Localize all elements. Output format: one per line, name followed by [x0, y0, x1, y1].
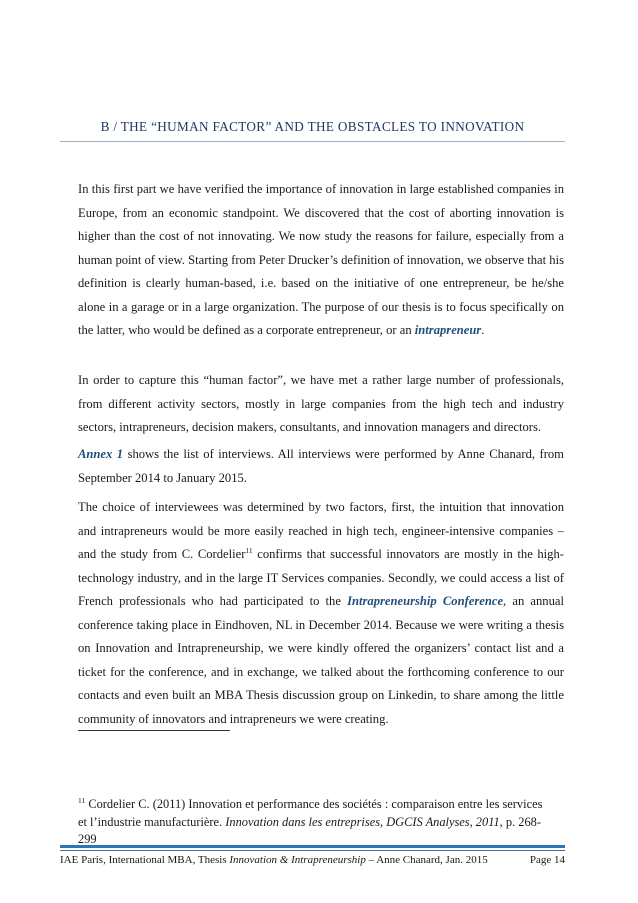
- paragraph-intro-text: In this first part we have verified the importance of innovation in large established companies in Europe, from an economic standpoint. We discovered that the cost of aborting innovation is higher than the cost of not innovating. We now study the reasons for failure, especially from a human point of view. Starting from Peter Drucker’s definition of innovation, we observe that his definition is clearly human-based, i.e. based on the initiative of one entrepreneur, be he/she alone in a garage or in a large organization. The purpose of our thesis is to focus specifically on the latter, who would be defined as a corporate entrepreneur, or an: [78, 182, 564, 337]
- footnote: [78, 796, 548, 849]
- footer-prefix: IAE Paris, International MBA, Thesis: [60, 854, 227, 866]
- heading-divider: [60, 141, 565, 142]
- footnote-number: 11: [78, 795, 86, 805]
- footnote-pages: , p. 268-299: [78, 814, 541, 846]
- paragraph-interviewees: [78, 496, 564, 731]
- footer-rule-thick: [60, 845, 565, 848]
- paragraph-interviewees-part2: confirms that successful innovators are mostly in the high-technology industry, and in the large IT Services companies. Secondly, we could access a list of French professionals who had participated to the: [78, 547, 564, 608]
- footnote-text: Cordelier C. (2011) Innovation et performance des sociétés : comparaison entre les services et l’industrie manufacturière.: [78, 797, 543, 829]
- footnote-reference[interactable]: 11: [245, 545, 253, 555]
- footnote-source: Innovation dans les entreprises, DGCIS Analyses, 2011: [225, 814, 500, 829]
- intrapreneurship-conference-link[interactable]: Intrapreneurship Conference: [347, 594, 504, 608]
- paragraph-interviewees-part3: , an annual conference taking place in Eindhoven, NL in December 2014. Because we were writing a thesis on Innovation and Intrapreneurship, we were kindly offered the organizers’ contact list and a ticket for the conference, and in exchange, we talked about the forthcoming conference to our contacts and even built an MBA Thesis discussion group on Linkedin, to share among the little community of innovators and intrapreneurs we were creating.: [78, 594, 564, 726]
- footer-author: – Anne Chanard, Jan. 2015: [368, 854, 488, 866]
- section-heading: B / THE “HUMAN FACTOR” AND THE OBSTACLES TO INNOVATION: [100, 119, 525, 134]
- footer-rule-thin: [60, 850, 565, 851]
- footnote-separator: [78, 730, 230, 731]
- page-footer: [60, 853, 565, 867]
- intrapreneur-term: intrapreneur: [414, 323, 482, 337]
- paragraph-intro-end: .: [481, 323, 485, 337]
- paragraph-annex: [78, 443, 564, 490]
- annex-1-link[interactable]: Annex 1: [78, 447, 124, 461]
- paragraph-human-factor: In order to capture this “human factor”, we have met a rather large number of professionals, from different activity sectors, mostly in large companies from the high tech and industry sectors, intrapreneurs, decision makers, consultants, and innovation managers and directors.: [78, 373, 564, 434]
- footer-thesis-title: Innovation & Intrapreneurship: [229, 854, 366, 866]
- page-number: Page 14: [529, 854, 565, 866]
- paragraph-interviewees-part1: The choice of interviewees was determined by two factors, first, the intuition that innovation and intrapreneurs would be more easily reached in high tech, engineer-intensive companies – and the study from C. Cordelier: [78, 500, 564, 561]
- paragraph-intro: [78, 178, 564, 343]
- paragraph-annex-text: shows the list of interviews. All interviews were performed by Anne Chanard, from September 2014 to January 2015.: [78, 447, 564, 485]
